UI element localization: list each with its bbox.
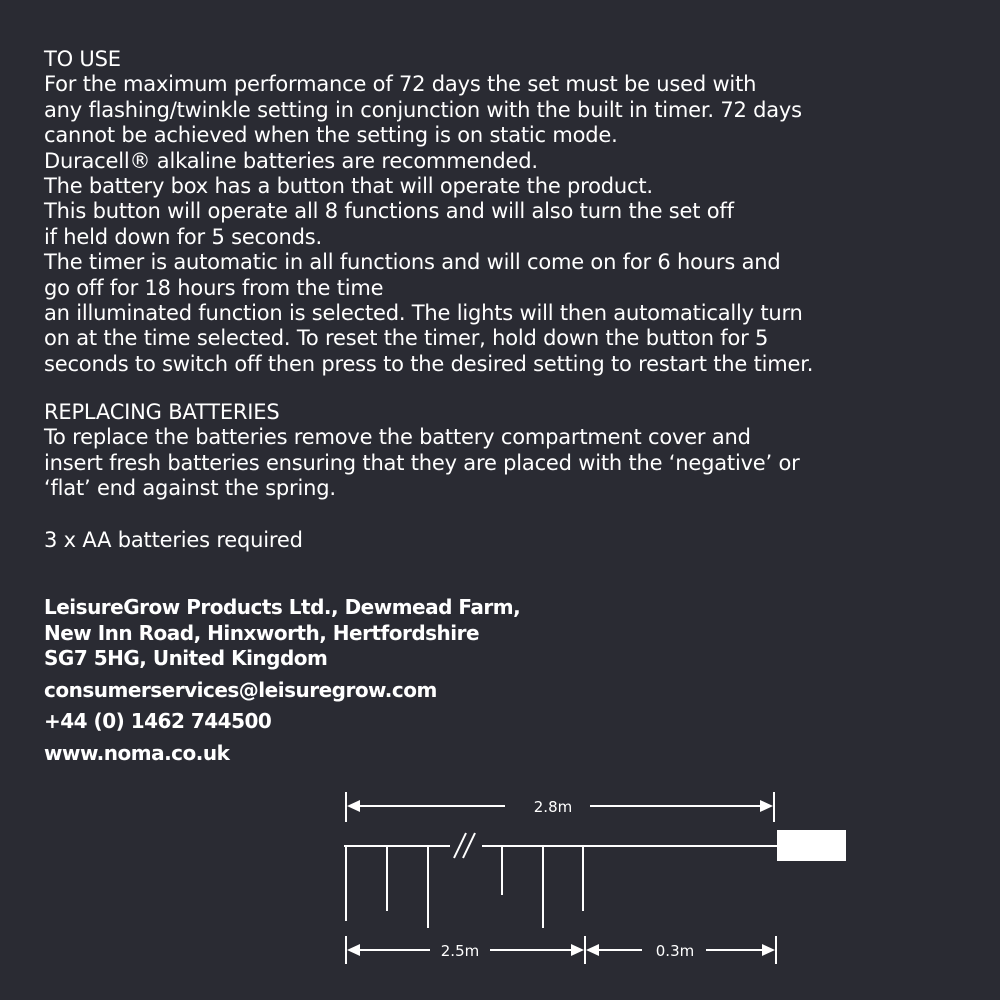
arrowhead	[571, 944, 584, 956]
to-use-line: The timer is automatic in all functions and will come on for 6 hours and	[44, 250, 781, 275]
to-use-line: This button will operate all 8 functions and will also turn the set off	[44, 199, 734, 224]
lead-length-label: 0.3m	[655, 942, 695, 960]
replacing-batteries-heading: REPLACING BATTERIES	[44, 400, 280, 424]
arrowhead	[762, 944, 775, 956]
lit-length-label: 2.5m	[440, 942, 480, 960]
arrowhead	[347, 944, 360, 956]
arrowhead	[347, 800, 360, 812]
total-length-label: 2.8m	[533, 798, 573, 816]
arrowhead	[586, 944, 599, 956]
contact-phone: +44 (0) 1462 744500	[44, 709, 272, 733]
address-line: LeisureGrow Products Ltd., Dewmead Farm,	[44, 595, 521, 619]
to-use-line: For the maximum performance of 72 days the set must be used with	[44, 72, 757, 97]
replacing-line: ‘flat’ end against the spring.	[44, 476, 336, 501]
to-use-line: on at the time selected. To reset the timer, hold down the button for 5	[44, 326, 769, 351]
batteries-required-text: 3 x AA batteries required	[44, 528, 303, 552]
to-use-line: The battery box has a button that will operate the product.	[44, 174, 653, 199]
contact-email: consumerservices@leisuregrow.com	[44, 677, 437, 702]
to-use-line: Duracell® alkaline batteries are recommended.	[44, 148, 538, 173]
to-use-line: an illuminated function is selected. The lights will then automatically turn	[44, 301, 803, 326]
to-use-line: if held down for 5 seconds.	[44, 224, 323, 249]
to-use-line: go off for 18 hours from the time	[44, 275, 384, 300]
arrowhead	[760, 800, 773, 812]
battery-box	[777, 830, 846, 861]
replacing-line: insert fresh batteries ensuring that they are placed with the ‘negative’ or	[44, 450, 800, 475]
to-use-heading: TO USE	[44, 47, 121, 71]
address-line: SG7 5HG, United Kingdom	[44, 646, 328, 670]
contact-website: www.noma.co.uk	[44, 740, 230, 765]
address-line: New Inn Road, Hinxworth, Hertfordshire	[44, 620, 480, 645]
replacing-line: To replace the batteries remove the battery compartment cover and	[44, 425, 751, 450]
to-use-line: cannot be achieved when the setting is on static mode.	[44, 123, 618, 148]
to-use-line: seconds to switch off then press to the desired setting to restart the timer.	[44, 351, 814, 376]
to-use-line: any flashing/twinkle setting in conjunction with the built in timer. 72 days	[44, 97, 802, 122]
